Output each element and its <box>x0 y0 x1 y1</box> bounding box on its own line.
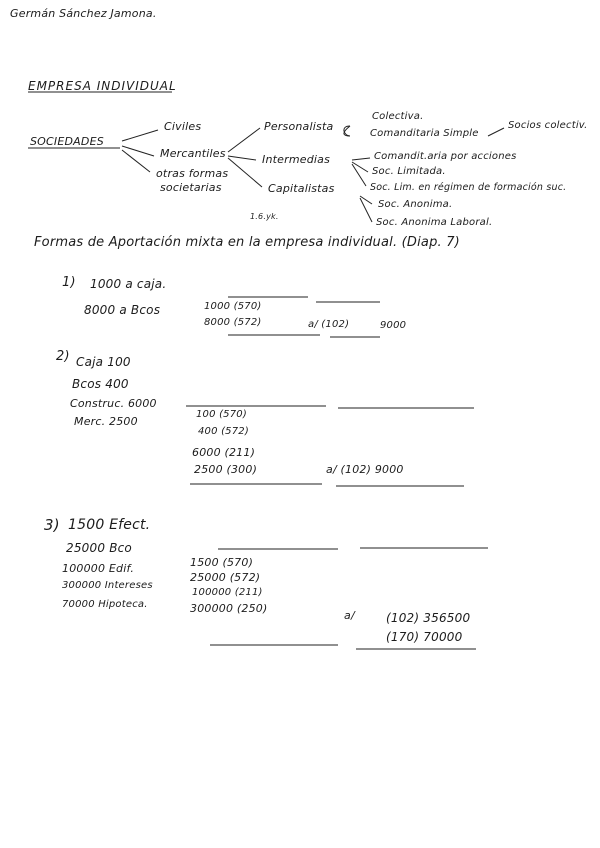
ex3-credit-2: (170) 70000 <box>386 630 463 644</box>
ex3-item-efectivo: 1500 Efect. <box>68 517 151 533</box>
ex1-credit-account: a/ (102) <box>308 319 350 330</box>
node-intermedias: Intermedias <box>262 153 331 166</box>
ex3-debit-2: 25000 (572) <box>190 571 261 584</box>
node-soc-limitada: Soc. Limitada. <box>372 166 446 177</box>
ex2-debit-1: 100 (570) <box>196 409 247 420</box>
ex1-total: 9000 <box>380 320 407 331</box>
ex3-item-intereses: 300000 Intereses <box>62 580 153 591</box>
node-capitalistas: Capitalistas <box>268 182 335 195</box>
ex1-debit-1: 1000 (570) <box>204 301 262 312</box>
section-heading: Formas de Aportación mixta en la empresa individual. (Diap. 7) <box>34 235 460 250</box>
ex2-number: 2) <box>56 349 70 364</box>
ex3-item-hipoteca: 70000 Hipoteca. <box>62 599 148 610</box>
ex2-item-merc: Merc. 2500 <box>74 415 138 428</box>
small-note: 1.6.yk. <box>250 212 279 221</box>
ex2-debit-2: 400 (572) <box>198 426 249 437</box>
ex2-item-bancos: Bcos 400 <box>72 377 129 391</box>
ex2-item-caja: Caja 100 <box>76 355 131 369</box>
ex3-credit-marker: a/ <box>344 609 355 622</box>
node-otras-formas-2: societarias <box>160 181 222 194</box>
node-comanditaria-acciones: Comandit.aria por acciones <box>374 151 517 162</box>
ex2-credit: a/ (102) 9000 <box>326 463 404 476</box>
ex2-debit-4: 2500 (300) <box>194 463 258 476</box>
ex3-number: 3) <box>44 516 60 534</box>
node-mercantiles: Mercantiles <box>160 147 226 160</box>
ex3-item-banco: 25000 Bco <box>66 541 132 555</box>
node-otras-formas: otras formas <box>156 167 229 180</box>
ex1-number: 1) <box>62 275 76 290</box>
node-soc-anonima: Soc. Anonima. <box>378 199 453 210</box>
ex1-debit-2: 8000 (572) <box>204 317 262 328</box>
node-socios-colectivos: Socios colectiv. <box>508 120 588 131</box>
ex1-item-bancos: 8000 a Bcos <box>84 303 161 317</box>
page-title: EMPRESA INDIVIDUAL <box>28 79 177 93</box>
node-comanditaria-simple: Comanditaria Simple <box>370 128 479 139</box>
ex2-debit-3: 6000 (211) <box>192 446 256 459</box>
ex1-item-caja: 1000 a caja. <box>90 277 167 291</box>
author-name: Germán Sánchez Jamona. <box>10 7 157 20</box>
ex3-credit-1: (102) 356500 <box>386 611 471 625</box>
node-soc-lim-formacion: Soc. Lim. en régimen de formación suc. <box>370 182 567 193</box>
node-personalista: Personalista <box>264 120 334 133</box>
ex3-debit-1: 1500 (570) <box>190 556 254 569</box>
diagram-root: SOCIEDADES <box>30 135 104 148</box>
ex2-item-construc: Construc. 6000 <box>70 397 157 410</box>
node-soc-anonima-laboral: Soc. Anonima Laboral. <box>376 217 493 228</box>
ex3-debit-3: 100000 (211) <box>192 587 263 598</box>
ex3-item-edificio: 100000 Edif. <box>62 562 135 575</box>
node-civiles: Civiles <box>164 120 202 133</box>
node-colectiva: Colectiva. <box>372 111 424 122</box>
ex3-debit-4: 300000 (250) <box>190 602 268 615</box>
